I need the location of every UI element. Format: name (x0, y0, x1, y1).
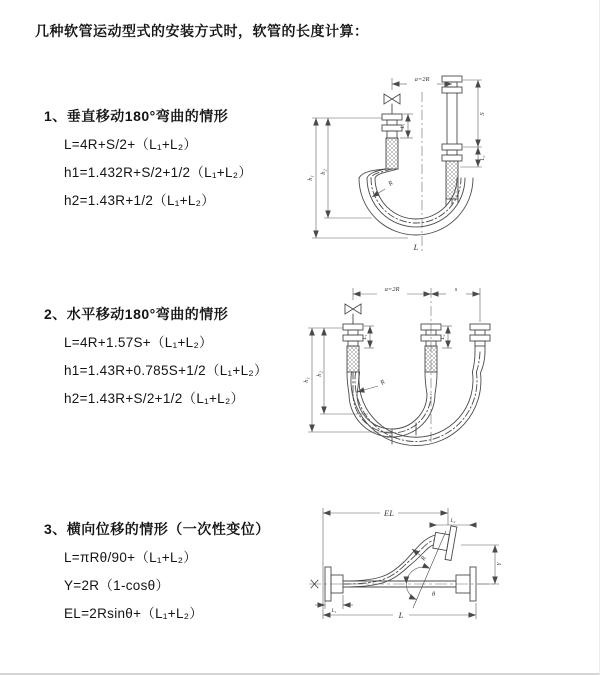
dim-label-l: L (413, 242, 419, 252)
diagram-vertical-180-bend (300, 72, 590, 267)
hose-assembly-drawing (311, 523, 476, 608)
dimensions (315, 508, 499, 619)
formula-line: Y=2R（1-cosθ） (64, 578, 170, 593)
dimensions (308, 288, 480, 432)
section-1-formulas (64, 131, 314, 215)
dim-label-l1: L₁ (400, 123, 406, 129)
hose-s-curve (343, 535, 435, 587)
diagram-horizontal-180-bend (298, 282, 598, 477)
dim-label-theta: θ (432, 591, 436, 598)
section-2-heading: 2、水平移动180°弯曲的情形 (44, 306, 229, 322)
formula-line: EL=2Rsinθ+（L₁+L₂） (64, 606, 204, 621)
dim-label-h2: h₂ (320, 169, 327, 175)
dim-label-l2: L₂ (440, 334, 446, 340)
section-2-formulas (64, 329, 314, 413)
dim-label-r: R (419, 555, 428, 562)
section-1-heading: 1、垂直移动180°弯曲的情形 (44, 108, 229, 124)
hose-assembly-drawing (359, 76, 473, 235)
valve-icon (345, 304, 361, 324)
dim-label-a2r: a=2R (414, 76, 430, 83)
braided-hose-section (425, 346, 437, 372)
section-3-heading: 3、横向位移的情形（一次性变位） (44, 521, 270, 537)
section-3-formulas (64, 544, 314, 628)
dim-label-l2: L₂ (480, 155, 486, 161)
section-vertical-180 (44, 106, 314, 215)
right-flange-fitting (470, 324, 490, 346)
dim-label-s: S (479, 112, 486, 116)
dim-label-h2: h₂ (316, 371, 323, 377)
dim-label-y: Y (496, 562, 503, 566)
dim-label-h1: h₁ (307, 175, 314, 181)
left-flange-fitting (343, 324, 363, 346)
formula-line: L=4R+1.57S+（L₁+L₂） (64, 335, 213, 350)
formula-line: L=πRθ/90+（L₁+L₂） (64, 550, 198, 565)
right-flange-fitting-lower (442, 144, 462, 161)
dim-label-l1: L₁ (331, 608, 337, 614)
dim-label-el: EL (384, 508, 394, 518)
formula-line: h2=1.43R+1/2（L₁+L₂） (64, 193, 215, 208)
dim-label-l2: L₂ (450, 518, 456, 524)
formula-line: L=4R+S/2+（L₁+L₂） (64, 137, 198, 152)
formula-line: h1=1.432R+S/2+1/2（L₁+L₂） (64, 165, 253, 180)
diagram-lateral-displacement (285, 503, 600, 673)
dim-label-a2r: a=2R (384, 286, 400, 293)
hose-u-bend-original (347, 372, 437, 437)
right-flange-fitting-upper (442, 76, 462, 93)
braided-hose-section (386, 138, 398, 169)
dim-label-r: R (387, 179, 395, 188)
page-title: 几种软管运动型式的安装方式时，软管的长度计算： (35, 23, 369, 39)
dim-label-l: L (398, 610, 404, 620)
formula-line: h1=1.43R+0.785S+1/2（L₁+L₂） (64, 363, 268, 378)
dim-label-r: R (379, 378, 387, 387)
valve-icon (384, 94, 400, 114)
dim-label-h1: h₁ (303, 377, 310, 383)
braided-hose-section (446, 161, 458, 199)
dim-label-l1: L₁ (362, 334, 368, 340)
section-horizontal-180 (44, 304, 314, 413)
upper-flange-fitting (431, 523, 457, 560)
dim-label-s: s (454, 286, 458, 293)
braided-hose-section (347, 346, 359, 372)
hose-assembly-drawing (343, 304, 490, 446)
left-flange-fitting (382, 114, 402, 138)
formula-line: h2=1.43R+S/2+1/2（L₁+L₂） (64, 391, 245, 406)
section-lateral-displacement (44, 519, 314, 628)
